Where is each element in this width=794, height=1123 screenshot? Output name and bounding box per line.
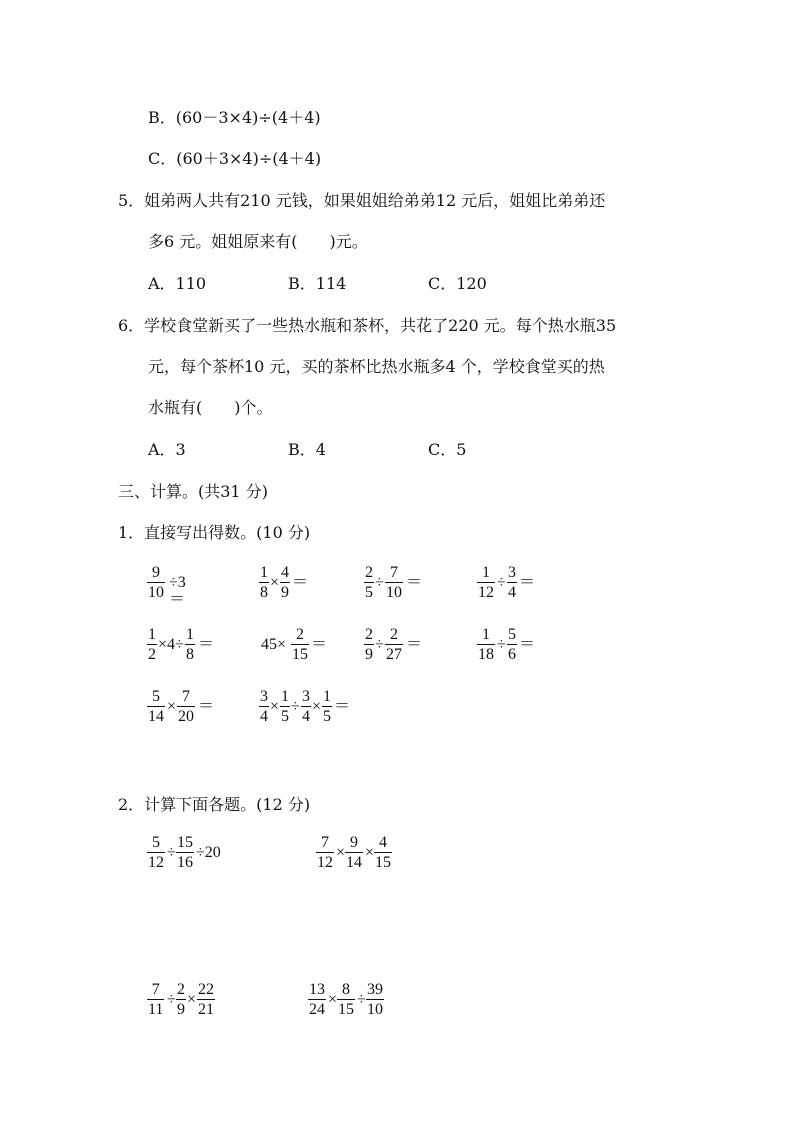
- q6-stem-line3: 水瓶有( )个。: [148, 398, 273, 417]
- q6-option-c: C．5: [428, 440, 467, 459]
- q5-option-c: C．120: [428, 274, 487, 293]
- section3-title: 三、计算。(共31 分): [118, 482, 268, 501]
- q6-stem-line2: 元，每个茶杯10 元，买的茶杯比热水瓶多4 个，学校食堂买的热: [148, 357, 605, 376]
- q5-option-a: A．110: [148, 274, 207, 293]
- q6-stem-line1: 6．学校食堂新买了一些热水瓶和茶杯，共花了220 元。每个热水瓶35: [118, 316, 617, 335]
- q4-option-c: C．(60＋3×4)÷(4＋4): [148, 149, 322, 168]
- q5-stem-line1: 5．姐弟两人共有210 元钱，如果姐姐给弟弟12 元后，姐姐比弟弟还: [118, 191, 606, 210]
- q5-stem-line2: 多6 元。姐姐原来有( )元。: [148, 232, 368, 251]
- q6-option-b: B．4: [288, 440, 326, 459]
- part2-title: 2．计算下面各题。(12 分): [118, 795, 311, 814]
- part1-title: 1．直接写出得数。(10 分): [118, 523, 311, 542]
- q5-option-b: B．114: [288, 274, 347, 293]
- q4-option-b: B．(60－3×4)÷(4＋4): [148, 108, 321, 127]
- q6-option-a: A．3: [148, 440, 186, 459]
